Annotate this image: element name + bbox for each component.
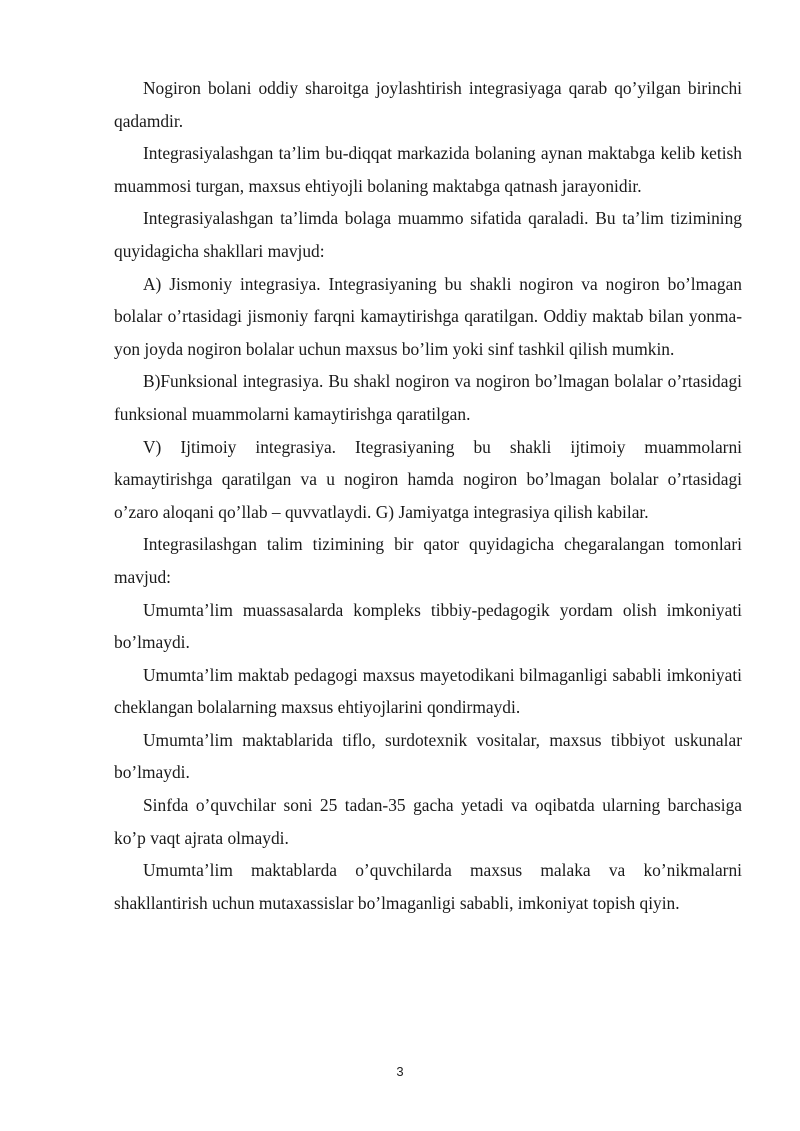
paragraph-5: B)Funksional integrasiya. Bu shakl nogiron va nogiron bo’lmagan bolalar o’rtasidagi funksional muammolarni kamaytirishga qaratilgan. [114, 371, 742, 424]
paragraph-8: Umumta’lim muassasalarda kompleks tibbiy-pedagogik yordam olish imkoniyati bo’lmaydi. [114, 599, 742, 653]
paragraph-3: Integrasiyalashgan ta’limda bolaga muammo sifatida qaraladi. Bu ta’lim tizimining quyidagicha shakllari mavjud: [114, 208, 742, 261]
paragraph-2: Integrasiyalashgan ta’lim bu-diqqat markazida bolaning aynan maktabga kelib ketish muammosi turgan, maxsus ehtiyojli bolaning maktabga qatnash jarayonidir. [114, 143, 742, 196]
paragraph-10: Umumta’lim maktablarida tiflo, surdotexnik vositalar, maxsus tibbiyot uskunalar bo’lmaydi. [114, 729, 742, 783]
paragraph-6: V) Ijtimoiy integrasiya. Itegrasiyaning bu shakli ijtimoiy muammolarni kamaytirishga qaratilgan va u nogiron hamda nogiron bo’lmagan bolalar o’rtasidagi o’zaro aloqani qo’llab – quvvatlaydi. G) Jamiyatga integrasiya qilish kabilar. [114, 436, 742, 522]
paragraph-9: Umumta’lim maktab pedagogi maxsus mayetodikani bilmaganligi sababli imkoniyati cheklangan bolalarning maxsus ehtiyojlarini qondirmaydi. [114, 664, 742, 718]
paragraph-1: Nogiron bolani oddiy sharoitga joylashtirish integrasiyaga qarab qo’yilgan birinchi qadamdir. [114, 78, 742, 131]
paragraph-12: Umumta’lim maktablarda o’quvchilarda maxsus malaka va ko’nikmalarni shakllantirish uchun mutaxassislar bo’lmaganligi sababli, imkoniyat topish qiyin. [114, 860, 742, 913]
page-number: 3 [396, 1064, 404, 1079]
paragraph-7: Integrasilashgan talim tizimining bir qator quyidagicha chegaralangan tomonlari mavjud: [114, 534, 742, 587]
paragraph-4: A) Jismoniy integrasiya. Integrasiyaning bu shakli nogiron va nogiron bo’lmagan bolalar o’rtasidagi jismoniy farqni kamaytirishga qaratilgan. Oddiy maktab bilan yonma-yon joyda nogiron bolalar uchun maxsus bo’lim yoki sinf tashkil qilish mumkin. [114, 273, 742, 359]
paragraph-11: Sinfda o’quvchilar soni 25 tadan-35 gacha yetadi va oqibatda ularning barchasiga ko’p vaqt ajrata olmaydi. [114, 795, 742, 848]
document-body [114, 72, 742, 919]
